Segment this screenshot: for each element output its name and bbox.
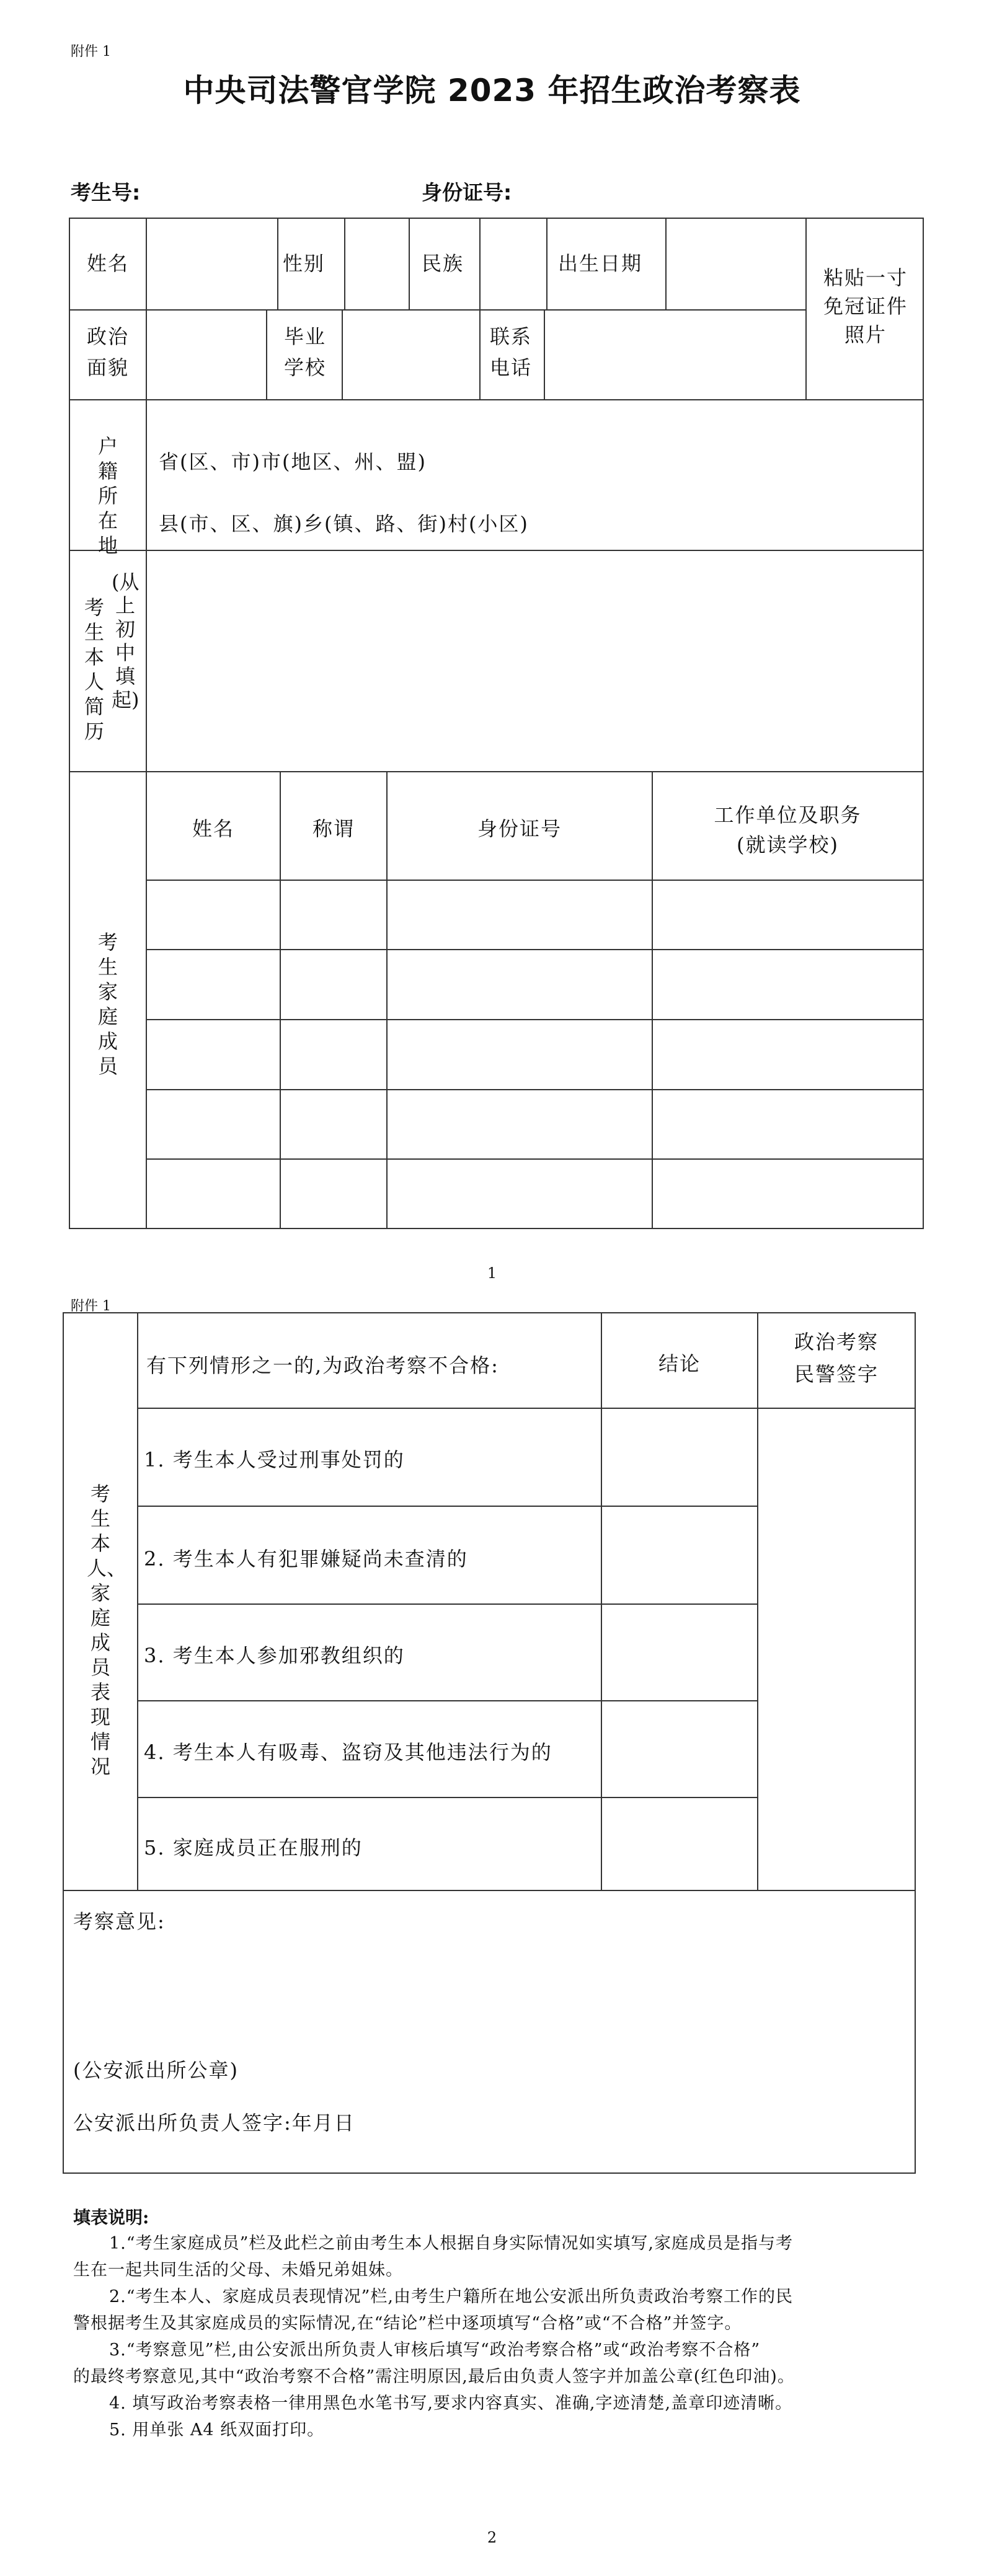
school-label-2: 学校 [284, 356, 327, 379]
household-line-2: 县(市、区、旗)乡(镇、路、街)村(小区) [159, 512, 529, 536]
exam-number-label: 考生号: [71, 180, 141, 205]
family-col-id: 身份证号 [477, 817, 562, 840]
disqualification-intro: 有下列情形之一的,为政治考察不合格: [146, 1354, 499, 1377]
family-members-label: 考生家庭成员 [97, 930, 118, 1078]
school-label-1: 毕业 [284, 325, 327, 348]
police-header-2: 民警签字 [794, 1362, 879, 1386]
page-number-1: 1 [487, 1264, 497, 1282]
police-seal-label: (公安派出所公章) [73, 2058, 239, 2082]
note-line: 警根据考生及其家庭成员的实际情况,在“结论”栏中逐项填写“合格”或“不合格”并签字。 [73, 2314, 742, 2333]
attachment-label: 附件 1 [71, 44, 111, 60]
resume-label: 考生本人简历 [84, 596, 104, 743]
page-number-2: 2 [487, 2529, 497, 2546]
criterion-item: 5. 家庭成员正在服刑的 [144, 1836, 363, 1859]
criterion-item: 4. 考生本人有吸毒、盗窃及其他违法行为的 [144, 1740, 552, 1764]
phone-label-2: 电话 [490, 356, 533, 379]
police-header-1: 政治考察 [794, 1330, 879, 1354]
note-line: 生在一起共同生活的父母、未婚兄弟姐妹。 [73, 2261, 403, 2280]
page-title: 中央司法警官学院 2023 年招生政治考察表 [183, 73, 801, 108]
political-status-label-2: 面貌 [87, 356, 130, 379]
opinion-label: 考察意见: [73, 1910, 166, 1933]
name-label: 姓名 [87, 252, 130, 275]
resume-note: (从上初中填起) [112, 570, 140, 712]
birth-date-label: 出生日期 [558, 252, 643, 275]
family-col-employer: 工作单位及职务 [714, 803, 862, 827]
conclusion-header: 结论 [658, 1352, 701, 1375]
note-line: 4. 填写政治考察表格一律用黑色水笔书写,要求内容真实、准确,字迹清楚,盖章印迹清晰。 [109, 2394, 793, 2413]
photo-placeholder: 粘贴一寸免冠证件照片 [823, 266, 908, 346]
phone-label-1: 联系 [490, 325, 533, 348]
signature-label: 公安派出所负责人签字:年月日 [73, 2111, 355, 2135]
conduct-label: 考生本人、家庭成员表现情况 [87, 1482, 127, 1778]
household-label: 户籍所在地 [97, 434, 118, 557]
note-line: 1.“考生家庭成员”栏及此栏之前由考生本人根据自身实际情况如实填写,家庭成员是指与考 [109, 2234, 793, 2253]
attachment-label-2: 附件 1 [71, 1299, 111, 1314]
political-status-label-1: 政治 [87, 325, 130, 348]
family-col-employer-sub: (就读学校) [737, 833, 839, 857]
criterion-item: 3. 考生本人参加邪教组织的 [144, 1644, 405, 1667]
ethnicity-label: 民族 [422, 252, 464, 275]
family-col-name: 姓名 [192, 817, 234, 840]
id-number-label: 身份证号: [422, 180, 512, 205]
family-col-relation: 称谓 [312, 817, 355, 840]
household-line-1: 省(区、市)市(地区、州、盟) [159, 450, 427, 474]
note-line: 5. 用单张 A4 纸双面打印。 [109, 2420, 325, 2440]
criterion-item: 2. 考生本人有犯罪嫌疑尚未查清的 [144, 1547, 468, 1571]
note-line: 的最终考察意见,其中“政治考察不合格”需注明原因,最后由负责人签字并加盖公章(红色印油)。 [73, 2367, 795, 2386]
notes-title: 填表说明: [73, 2207, 149, 2228]
note-line: 3.“考察意见”栏,由公安派出所负责人审核后填写“政治考察合格”或“政治考察不合格” [109, 2340, 761, 2360]
gender-label: 性别 [283, 252, 326, 275]
criterion-item: 1. 考生本人受过刑事处罚的 [144, 1448, 405, 1471]
note-line: 2.“考生本人、家庭成员表现情况”栏,由考生户籍所在地公安派出所负责政治考察工作的民 [109, 2287, 793, 2306]
